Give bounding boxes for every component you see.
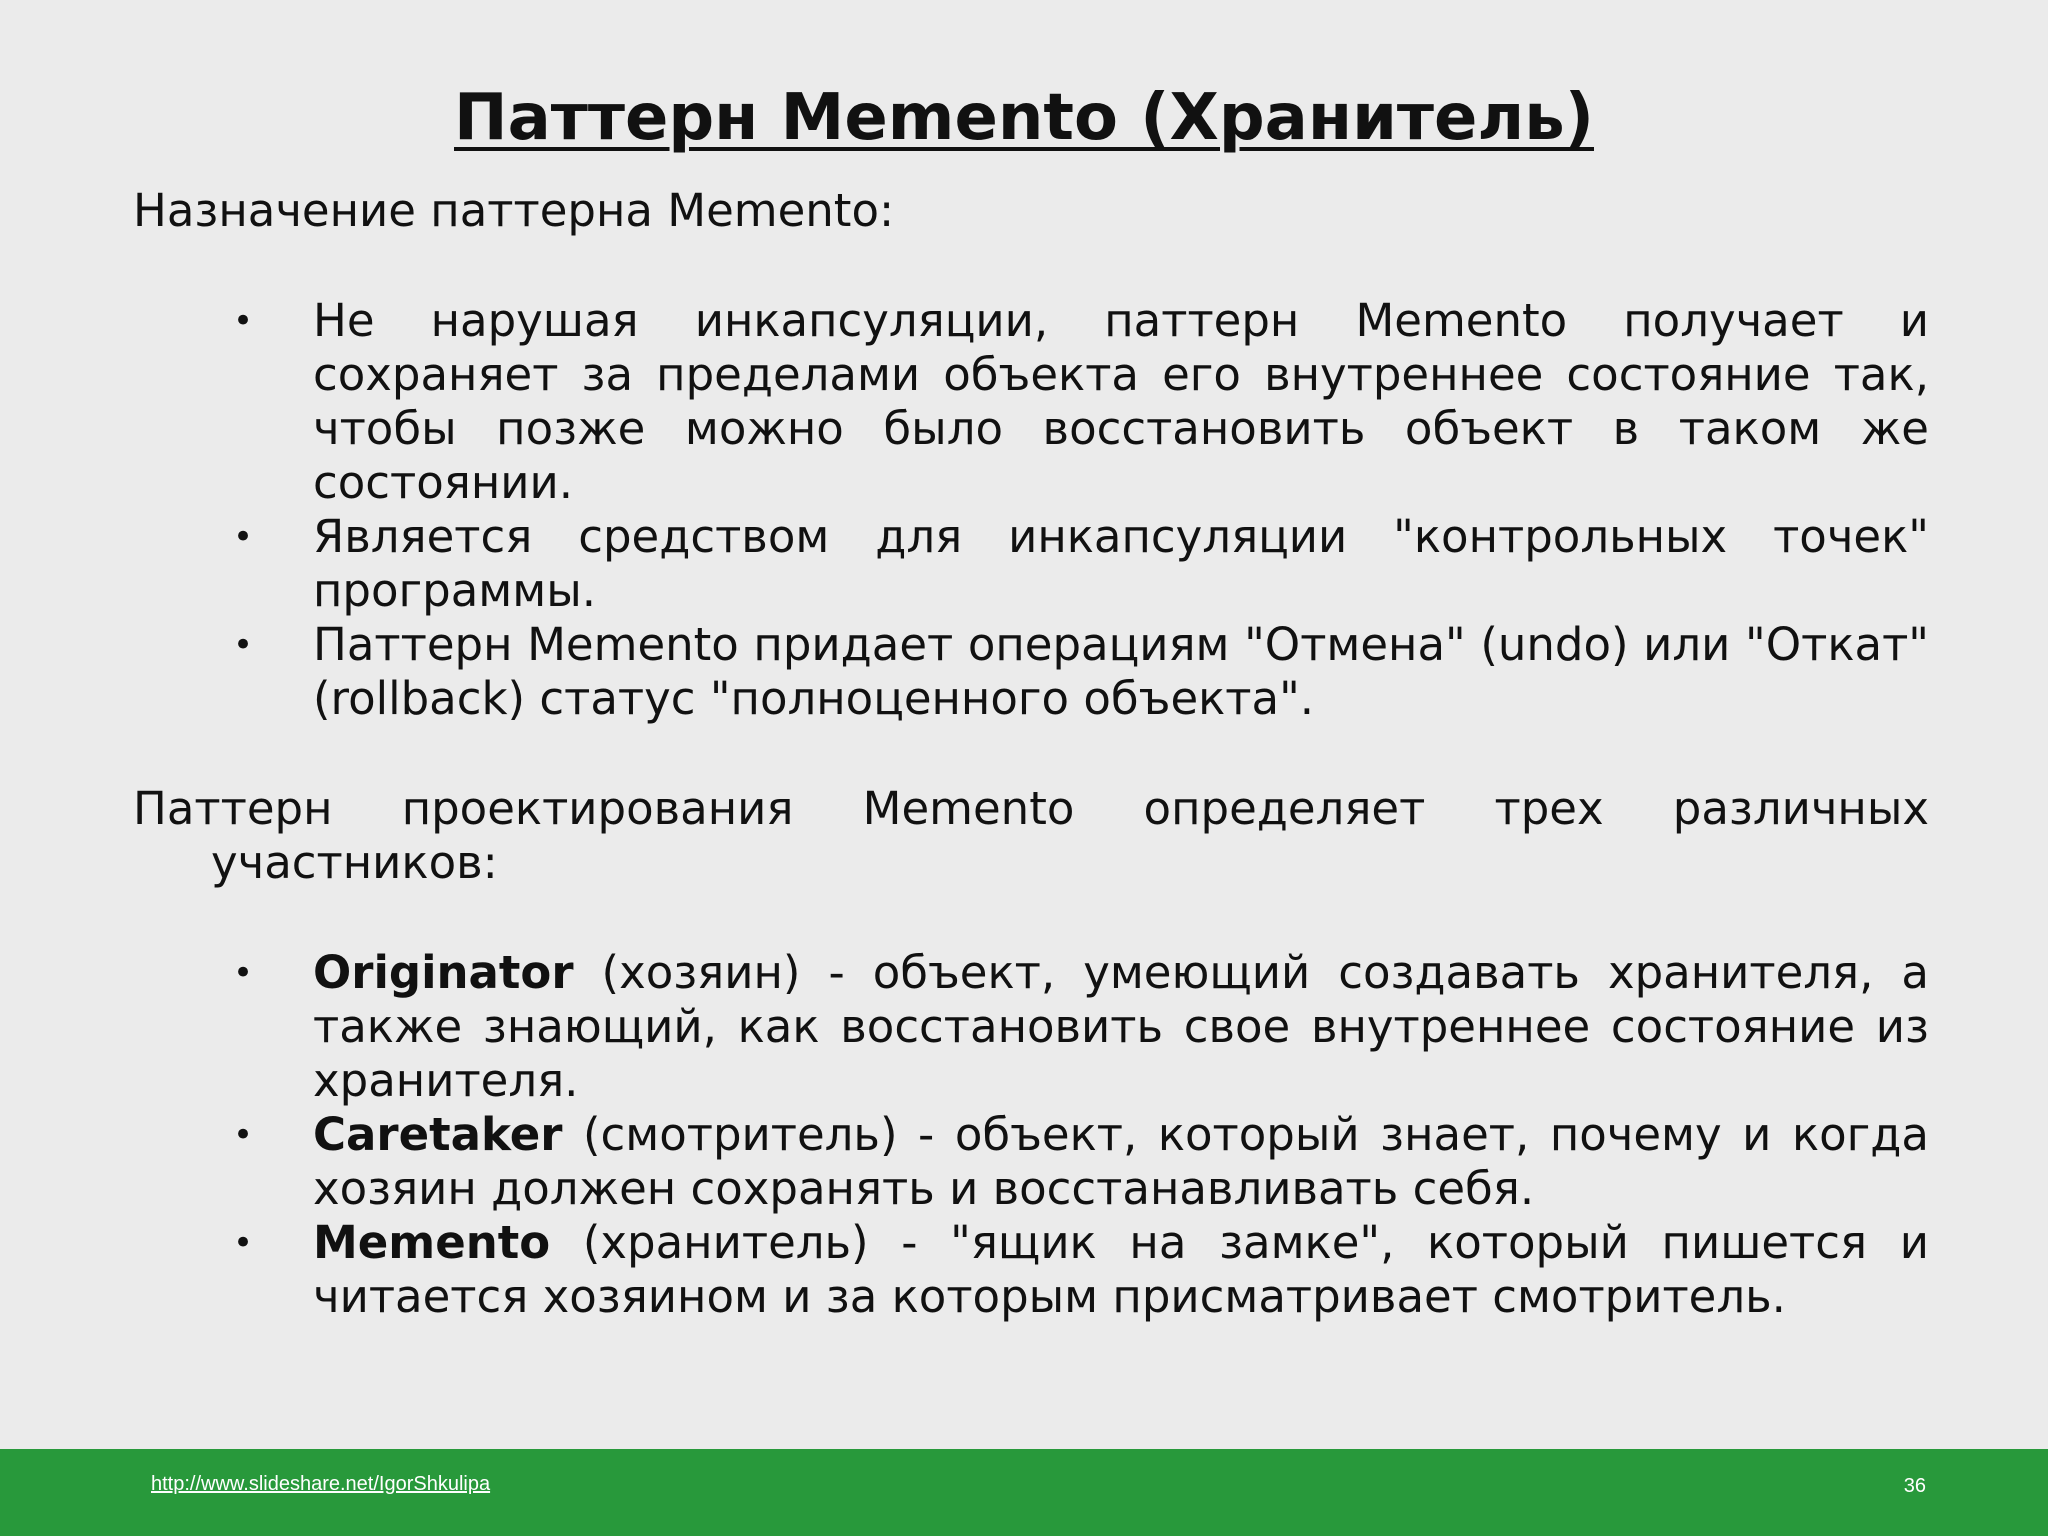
- list-item: [133, 618, 1929, 726]
- bullet-icon: •: [233, 301, 254, 341]
- slide-content: [133, 184, 1929, 1324]
- purpose-heading: Назначение паттерна Memento:: [133, 184, 895, 237]
- list-item-text: Является средством для инкапсуляции "контрольных точек" программы.: [313, 510, 1929, 617]
- bullet-icon: •: [233, 625, 254, 665]
- participant-term: Caretaker: [313, 1108, 563, 1161]
- slide-title: Паттерн Memento (Хранитель): [454, 81, 1594, 155]
- spacer: [133, 238, 1929, 294]
- participant-description: (смотритель) - объект, который знает, почему и когда хозяин должен сохранять и восстанавливать себя.: [313, 1108, 1929, 1215]
- bullet-icon: •: [233, 953, 254, 993]
- participant-term: Originator: [313, 946, 574, 999]
- footer-bar: [0, 1449, 2048, 1536]
- participant-originator: [133, 946, 1929, 1108]
- page-number: 36: [1903, 1475, 1926, 1497]
- participant-caretaker: [133, 1108, 1929, 1216]
- spacer: [133, 726, 1929, 782]
- participants-list: [133, 946, 1929, 1324]
- purpose-list: [133, 294, 1929, 726]
- list-item-text: Паттерн Memento придает операциям "Отмена" (undo) или "Откат" (rollback) статус "полноценного объекта".: [313, 618, 1929, 725]
- participants-heading: Паттерн проектирования Memento определяет трех различных участников:: [133, 782, 1929, 889]
- spacer: [133, 890, 1929, 946]
- bullet-icon: •: [233, 1223, 254, 1263]
- bullet-icon: •: [233, 517, 254, 557]
- bullet-icon: •: [233, 1115, 254, 1155]
- participant-description: (хранитель) - "ящик на замке", который пишется и читается хозяином и за которым присматривает смотритель.: [313, 1216, 1929, 1323]
- footer-link[interactable]: http://www.slideshare.net/IgorShkulipa: [151, 1473, 491, 1495]
- participant-description: (хозяин) - объект, умеющий создавать хранителя, а также знающий, как восстановить свое внутреннее состояние из хранителя.: [313, 946, 1929, 1107]
- participant-memento: [133, 1216, 1929, 1324]
- list-item-text: Не нарушая инкапсуляции, паттерн Memento получает и сохраняет за пределами объекта его внутреннее состояние так, чтобы позже можно было восстановить объект в таком же состоянии.: [313, 294, 1929, 509]
- list-item: [133, 510, 1929, 618]
- participant-term: Memento: [313, 1216, 551, 1269]
- list-item: [133, 294, 1929, 510]
